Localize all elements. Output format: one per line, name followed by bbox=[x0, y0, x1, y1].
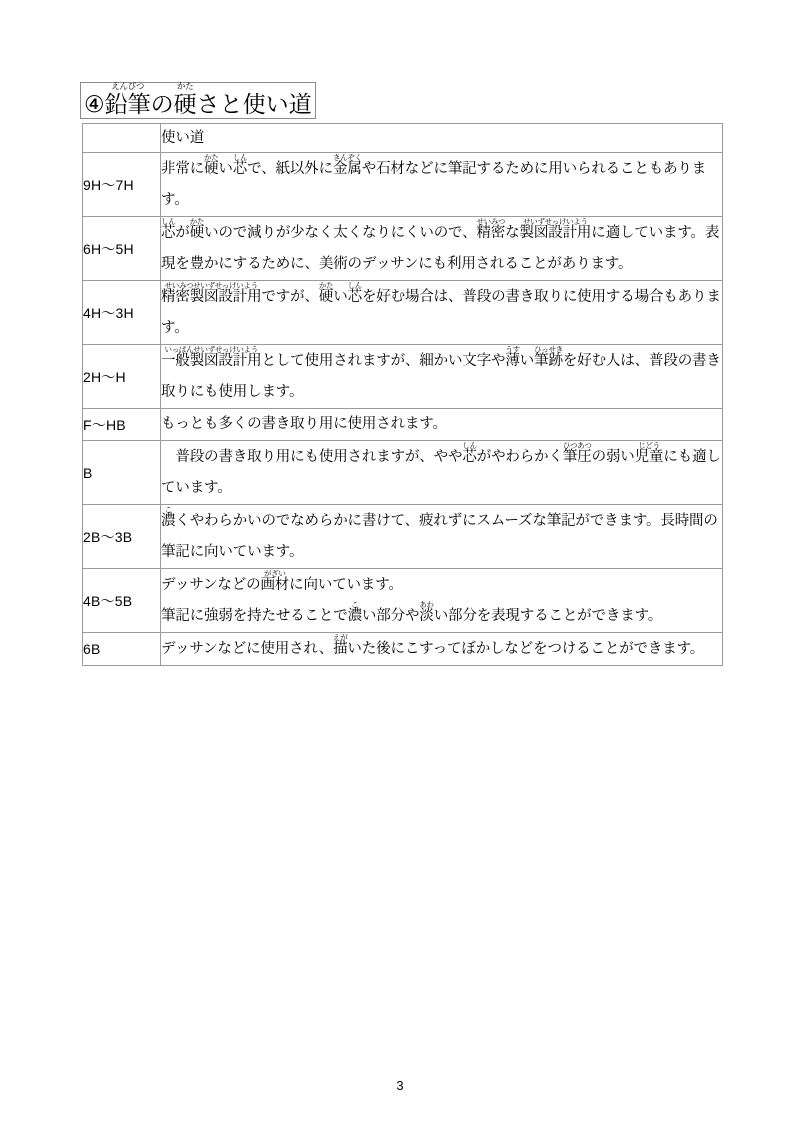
table-header-row bbox=[83, 124, 723, 153]
table-row bbox=[83, 441, 723, 505]
table-row bbox=[83, 569, 723, 633]
pencil-hardness-table bbox=[82, 123, 723, 666]
cell-grade: B bbox=[83, 441, 161, 505]
cell-grade: 4B～5B bbox=[83, 569, 161, 633]
page-number: 3 bbox=[396, 1078, 404, 1093]
cell-use: 非常に硬かたい芯しんで、紙以外に金属きんぞくや石材などに筆記するために用いられることもあります。 bbox=[161, 153, 723, 217]
cell-grade: 2H～H bbox=[83, 345, 161, 409]
header-cell-grade bbox=[83, 124, 161, 153]
cell-use: デッサンなどに使用され、描えがいた後にこすってぼかしなどをつけることができます。 bbox=[161, 633, 723, 666]
table-row bbox=[83, 409, 723, 441]
cell-use: デッサンなどの画材がざいに向いています。 筆記に強弱を持たせることで濃こい部分や淡あわい部分を表現することができます。 bbox=[161, 569, 723, 633]
table-row bbox=[83, 505, 723, 569]
cell-use: 芯しんが硬かたいので減りが少なく太くなりにくいので、精密せいみつな製図設計用せいずせっけいように適しています。表現を豊かにするために、美術のデッサンにも利用されることがあります。 bbox=[161, 217, 723, 281]
cell-use: 普段の書き取り用にも使用されますが、やや芯しんがやわらかく筆圧ひつあつの弱い児童じどうにも適しています。 bbox=[161, 441, 723, 505]
cell-use: 一般製図設計用いっぱんせいずせっけいようとして使用されますが、細かい文字や薄うすい筆跡ひっせきを好む人は、普段の書き取りにも使用します。 bbox=[161, 345, 723, 409]
cell-grade: 6B bbox=[83, 633, 161, 666]
cell-grade: 6H～5H bbox=[83, 217, 161, 281]
table-row bbox=[83, 281, 723, 345]
table-row bbox=[83, 633, 723, 666]
table-row bbox=[83, 217, 723, 281]
section-title-box bbox=[80, 82, 316, 119]
cell-grade: 9H～7H bbox=[83, 153, 161, 217]
cell-grade: F～HB bbox=[83, 409, 161, 441]
cell-grade: 2B～3B bbox=[83, 505, 161, 569]
cell-use: もっとも多くの書き取り用に使用されます。 bbox=[161, 409, 723, 441]
table-row bbox=[83, 153, 723, 217]
cell-use: 濃こくやわらかいのでなめらかに書けて、疲れずにスムーズな筆記ができます。長時間の筆記に向いています。 bbox=[161, 505, 723, 569]
header-cell-use: 使い道 bbox=[161, 124, 723, 153]
cell-grade: 4H～3H bbox=[83, 281, 161, 345]
table-body bbox=[83, 124, 723, 666]
page-title: ④鉛筆えんぴつの硬かたさと使い道 bbox=[84, 81, 312, 117]
table-row bbox=[83, 345, 723, 409]
cell-use: 精密製図設計用せいみつせいずせっけいようですが、硬かたい芯しんを好む場合は、普段の書き取りに使用する場合もあります。 bbox=[161, 281, 723, 345]
